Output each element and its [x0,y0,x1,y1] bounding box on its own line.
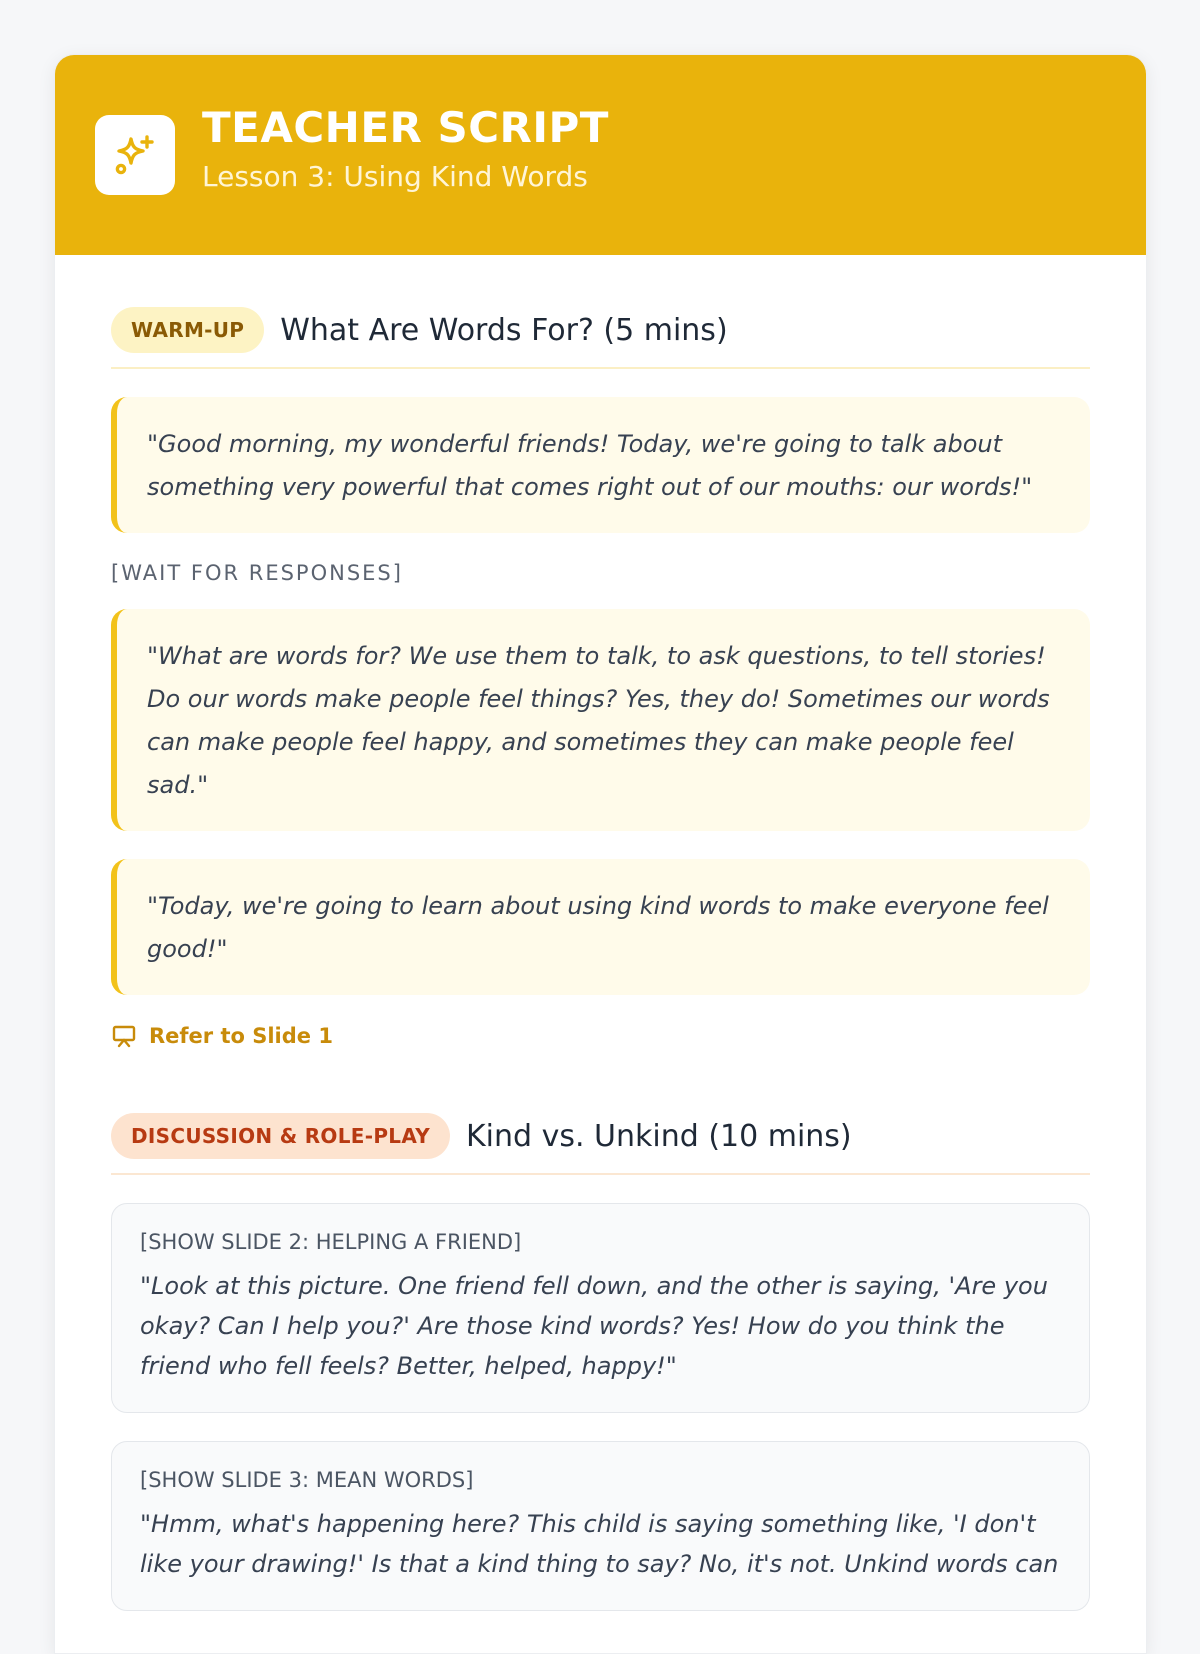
slide-reference-link[interactable] [111,1023,1090,1049]
page-title: TEACHER SCRIPT [202,103,609,152]
discussion-title: Kind vs. Unkind (10 mins) [465,1118,852,1154]
logo-box [95,115,175,195]
script-quote: "Today, we're going to learn about using kind words to make everyone feel good!" [111,859,1090,995]
slide-prompt-text: "Look at this picture. One friend fell down, and the other is saying, 'Are you okay? Can I help you?' Are those kind words? Yes! How do you think the friend who fell feels? Better, helped, happy!" [140,1272,1048,1380]
sparkles-icon [111,131,159,179]
discussion-section-header [111,1113,1090,1175]
slide-prompt-label: [SHOW SLIDE 2: HELPING A FRIEND] [140,1230,522,1254]
script-quote: "Good morning, my wonderful friends! Today, we're going to talk about something very powerful that comes right out of our mouths: our words!" [111,397,1090,533]
script-content [55,307,1146,1611]
script-header [55,55,1146,255]
script-card [54,54,1147,1654]
slide-prompt-box [111,1441,1090,1611]
lesson-subtitle: Lesson 3: Using Kind Words [202,160,588,193]
stage-direction: [WAIT FOR RESPONSES] [111,561,403,585]
warmup-title: What Are Words For? (5 mins) [280,312,728,348]
presentation-icon [111,1023,137,1049]
slide-reference-label: Refer to Slide 1 [149,1024,333,1048]
warmup-section-header [111,307,1090,369]
warmup-badge: WARM-UP [111,307,264,353]
script-quote: "What are words for? We use them to talk, to ask questions, to tell stories! Do our words make people feel things? Yes, they do! Sometimes our words can make people feel happy, and sometimes they can make people feel sad." [111,609,1090,831]
discussion-badge: DISCUSSION & ROLE-PLAY [111,1113,450,1159]
slide-prompt-text: "Hmm, what's happening here? This child is saying something like, 'I don't like your drawing!' Is that a kind thing to say? No, it's not. Unkind words can [140,1510,1059,1578]
slide-prompt-box [111,1203,1090,1413]
slide-prompt-label: [SHOW SLIDE 3: MEAN WORDS] [140,1468,474,1492]
